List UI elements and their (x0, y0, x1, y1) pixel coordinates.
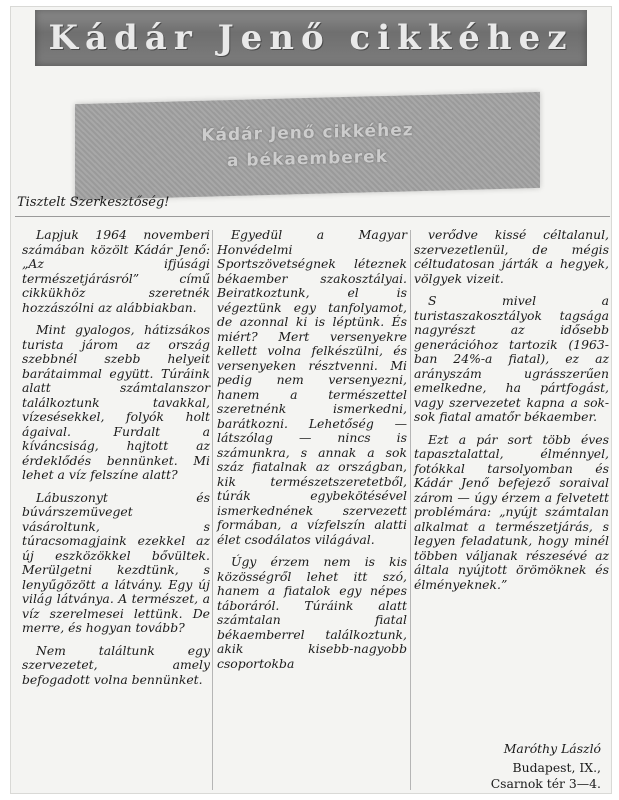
paragraph: Mint gyalogos, hátizsákos turista járom az ország szebbnél szebb helyeit barátaimmal együtt. Túráink alatt számtalanszor találkoztunk tavakkal, vízesésekkel, folyók holt ágaival. Furdalt a kíváncsiság, hajtott az érdeklődés bennünket. Mi lehet a víz felszíne alatt? (22, 322, 210, 482)
paragraph: S mivel a turistaszakosztályok tagsága nagyrészt az idősebb generációhoz tartozik (1963-ban 24%-a fiatal), ez az arányszám ugrásszerűen emelkedne, ha pártfogást, vagy szervezetet kapna a sok-sok fiatal amatőr békaember. (414, 293, 609, 424)
column-1 (22, 228, 210, 695)
paragraph: verődve kissé céltalanul, szervezetlenül, de mégis céltudatosan járták a hegyek, völgyek vizeit. (414, 227, 609, 286)
signature-street: Csarnok tér 3—4. (490, 776, 601, 791)
subtitle-line-1: Kádár Jenő cikkéhez (201, 120, 414, 146)
article-title: Kádár Jenő cikkéhez (48, 18, 574, 58)
paragraph: Egyedül a Magyar Honvédelmi Sportszövetségnek léteznek békaember szakosztályai. Beiratkoztunk, el is végeztünk egy tanfolyamot, de azonnal ki is léptünk. És miért? Mert versenyekre kellett volna felkészülni, és versenyeken résztvenni. Mi pedig nem versenyezni, hanem a természettel szeretnénk ismerkedni, barátkozni. Lehetőség — látszólag — nincs is számunkra, s annak a sok száz fiatalnak az országban, kik természetszeretetből, túrák egybekötésével ismerkednének szervezett formában, a vízfelszín alatti élet csodálatos világával. (217, 227, 407, 547)
divider (15, 216, 610, 217)
subtitle-line-2: a békaemberek (226, 146, 389, 172)
paragraph: Nem találtunk egy szervezetet, amely befogadott volna bennünket. (22, 642, 210, 687)
headline-banner (35, 10, 587, 66)
subtitle-box (75, 92, 540, 200)
column-2 (217, 228, 407, 679)
column-3 (414, 228, 609, 600)
salutation: Tisztelt Szerkesztőség! (17, 195, 170, 210)
paragraph: Lapjuk 1964 novemberi számában közölt Kádár Jenő: „Az ifjúsági természetjárásról” című cikkükhöz szeretnék hozzászólni az alábbiakban. (22, 227, 210, 315)
column-divider (410, 230, 411, 790)
paragraph: Lábuszonyt és búvárszemüveget vásároltunk, s túracsomagjaink ezekkel az új eszközökkel bővültek. Merülgetni kezdtünk, s lenyűgözött a látvány. Egy új világ látványa. A természet, a víz szerelmesei lettünk. De merre, és hogyan tovább? (22, 489, 210, 635)
paragraph: Úgy érzem nem is kis közösségről lehet itt szó, hanem a fiatalok egy népes táboráról. Túráink alatt számtalan fiatal békaemberrel találkoztunk, akik kisebb-nagyobb csoportokba (217, 554, 407, 671)
paragraph: Ezt a pár sort több éves tapasztalattal, élménnyel, fotókkal tarsolyomban és Kádár Jenő befejező soraival zárom — úgy érzem a felvetett problémára: „nyújt számtalan alkalmat a természetjárás, s legyen feladatunk, hogy minél többen váljanak részesévé az általa nyújtott örömöknek és élményeknek.” (414, 431, 609, 592)
column-divider (212, 230, 213, 790)
signature-name: Maróthy László (503, 741, 601, 756)
signature-city: Budapest, IX., (512, 760, 601, 775)
